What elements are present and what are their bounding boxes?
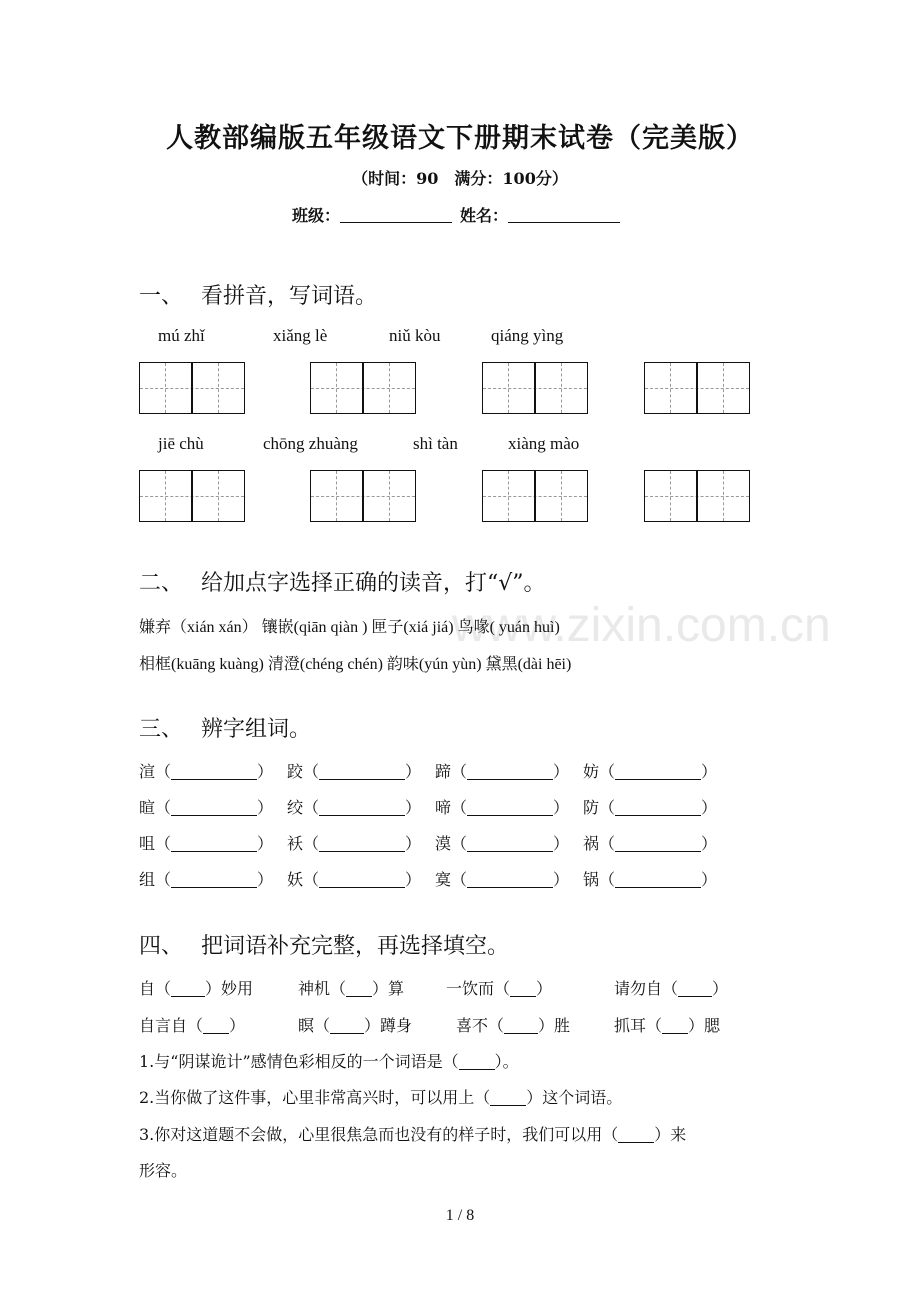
- idiom-blank[interactable]: [203, 1017, 229, 1034]
- idiom-prefix: 请勿自（: [614, 979, 679, 998]
- answer-blank[interactable]: [319, 835, 405, 852]
- word-group-row: [139, 867, 739, 889]
- answer-blank[interactable]: [615, 871, 701, 888]
- answer-blank[interactable]: [171, 763, 257, 780]
- section-4-number: 四、: [139, 934, 184, 959]
- pinyin-8: xiàng mào: [508, 434, 580, 453]
- section-4-heading: [139, 929, 509, 960]
- answer-blank[interactable]: [615, 763, 701, 780]
- class-name-line: [0, 203, 920, 226]
- answer-blank[interactable]: [467, 871, 553, 888]
- answer-blank[interactable]: [615, 799, 701, 816]
- name-label: 姓名：: [460, 206, 509, 225]
- idiom-item: [298, 1013, 412, 1036]
- section-2-number: 二、: [139, 571, 184, 596]
- section-2-heading: [139, 566, 546, 597]
- char: 妖: [287, 870, 304, 889]
- reading-choice-line-1: 嫌弃（xián xán） 镶嵌(qiān qiàn ) 匣子(xiá jiá) 鸟喙( yuán huì): [139, 619, 560, 636]
- paren: ）: [405, 798, 422, 817]
- pinyin-6: chōng zhuàng: [263, 434, 358, 453]
- paren: （: [599, 798, 616, 817]
- writing-grid[interactable]: [482, 362, 588, 414]
- answer-blank[interactable]: [171, 871, 257, 888]
- question-1: [139, 1049, 519, 1072]
- paren: （: [303, 798, 320, 817]
- page-number: 1 / 8: [445, 1207, 475, 1224]
- writing-grid[interactable]: [644, 362, 750, 414]
- idiom-prefix: 一饮而（: [446, 979, 511, 998]
- answer-blank[interactable]: [171, 799, 257, 816]
- idiom-suffix: ）算: [372, 979, 405, 998]
- idiom-blank[interactable]: [171, 980, 205, 997]
- idiom-prefix: 自言自（: [139, 1016, 204, 1035]
- paren: （: [599, 870, 616, 889]
- idiom-blank[interactable]: [510, 980, 536, 997]
- char: 防: [583, 798, 600, 817]
- char: 跤: [287, 762, 304, 781]
- writing-grid[interactable]: [310, 362, 416, 414]
- writing-grid[interactable]: [310, 470, 416, 522]
- question-1-end: ）。: [494, 1052, 519, 1071]
- paren: ）: [701, 762, 718, 781]
- question-3: [139, 1122, 686, 1145]
- paren: ）: [553, 762, 570, 781]
- page-title: 人教部编版五年级语文下册期末试卷（完美版）: [166, 123, 754, 154]
- paren: （: [303, 762, 320, 781]
- word-group-row: [139, 795, 739, 817]
- paren: ）: [701, 834, 718, 853]
- section-4-title: 把词语补充完整，再选择填空。: [201, 934, 510, 959]
- question-1-blank[interactable]: [459, 1053, 495, 1070]
- idiom-suffix: ）: [712, 979, 729, 998]
- idiom-prefix: 瞑（: [298, 1016, 331, 1035]
- word-group-row: [139, 759, 739, 781]
- paren: （: [451, 762, 468, 781]
- idiom-prefix: 神机（: [298, 979, 347, 998]
- writing-grid[interactable]: [139, 362, 245, 414]
- answer-blank[interactable]: [319, 799, 405, 816]
- idiom-prefix: 抓耳（: [614, 1016, 663, 1035]
- question-2-end: ）这个词语。: [526, 1088, 623, 1107]
- class-blank[interactable]: [340, 206, 452, 223]
- writing-grid[interactable]: [482, 470, 588, 522]
- writing-grid[interactable]: [139, 470, 245, 522]
- paren: （: [303, 870, 320, 889]
- section-3-heading: [139, 712, 311, 743]
- section-1-title: 看拼音，写词语。: [201, 284, 378, 309]
- idiom-blank[interactable]: [346, 980, 372, 997]
- idiom-blank[interactable]: [504, 1017, 538, 1034]
- paren: ）: [553, 798, 570, 817]
- pinyin-2: xiǎng lè: [273, 326, 328, 345]
- paren: ）: [257, 834, 274, 853]
- char: 锅: [583, 870, 600, 889]
- idiom-suffix: ）: [536, 979, 553, 998]
- answer-blank[interactable]: [467, 835, 553, 852]
- paren: （: [599, 762, 616, 781]
- question-3-end: ）来: [654, 1125, 687, 1144]
- section-2-title: 给加点字选择正确的读音，打“√”。: [201, 571, 546, 596]
- word-group-row: [139, 831, 739, 853]
- answer-blank[interactable]: [319, 871, 405, 888]
- idiom-blank[interactable]: [678, 980, 712, 997]
- section-3-title: 辨字组词。: [201, 717, 312, 742]
- name-blank[interactable]: [508, 206, 620, 223]
- answer-blank[interactable]: [171, 835, 257, 852]
- paren: ）: [701, 798, 718, 817]
- paren: （: [451, 798, 468, 817]
- question-3-blank[interactable]: [618, 1126, 654, 1143]
- paren: ）: [257, 870, 274, 889]
- paren: ）: [405, 870, 422, 889]
- answer-blank[interactable]: [319, 763, 405, 780]
- idiom-item: [298, 976, 404, 999]
- idiom-item: [614, 976, 728, 999]
- char: 蹄: [435, 762, 452, 781]
- char: 漠: [435, 834, 452, 853]
- char: 组: [139, 870, 156, 889]
- idiom-suffix: ）妙用: [205, 979, 254, 998]
- paren: （: [303, 834, 320, 853]
- char: 啼: [435, 798, 452, 817]
- paren: ）: [553, 870, 570, 889]
- idiom-prefix: 喜不（: [456, 1016, 505, 1035]
- paren: （: [155, 798, 172, 817]
- question-2-text: 2.当你做了这件事，心里非常高兴时，可以用上（: [139, 1088, 491, 1107]
- section-1-heading: [139, 279, 377, 310]
- section-1-number: 一、: [139, 284, 184, 309]
- char: 绞: [287, 798, 304, 817]
- watermark: www.zixin.com.cn: [452, 599, 831, 652]
- writing-grid[interactable]: [644, 470, 750, 522]
- char: 暄: [139, 798, 156, 817]
- idiom-item: [139, 976, 253, 999]
- question-3-text: 3.你对这道题不会做，心里很焦急而也没有的样子时，我们可以用（: [139, 1125, 619, 1144]
- char: 咀: [139, 834, 156, 853]
- idiom-item: [446, 976, 552, 999]
- paren: ）: [701, 870, 718, 889]
- reading-choice-line-2: 相框(kuāng kuàng) 清澄(chéng chén) 韵味(yún yùn) 黛黑(dài hēi): [139, 656, 572, 673]
- idiom-suffix: ）胜: [538, 1016, 571, 1035]
- idiom-item: [614, 1013, 720, 1036]
- paren: （: [599, 834, 616, 853]
- idiom-suffix: ）腮: [688, 1016, 721, 1035]
- idiom-suffix: ）蹲身: [364, 1016, 413, 1035]
- char: 妨: [583, 762, 600, 781]
- idiom-item: [456, 1013, 570, 1036]
- answer-blank[interactable]: [615, 835, 701, 852]
- question-2: [139, 1085, 622, 1108]
- answer-blank[interactable]: [467, 799, 553, 816]
- idiom-prefix: 自（: [139, 979, 172, 998]
- paren: （: [155, 870, 172, 889]
- char: 渲: [139, 762, 156, 781]
- question-3-continued: 形容。: [139, 1161, 188, 1180]
- char: 袄: [287, 834, 304, 853]
- class-label: 班级：: [291, 206, 340, 225]
- question-1-text: 1.与“阴谋诡计”感情色彩相反的一个词语是（: [139, 1052, 459, 1071]
- pinyin-1: mú zhǐ: [158, 326, 205, 345]
- pinyin-3: niǔ kòu: [389, 326, 441, 345]
- paren: （: [451, 834, 468, 853]
- idiom-blank[interactable]: [662, 1017, 688, 1034]
- char: 寞: [435, 870, 452, 889]
- char: 祸: [583, 834, 600, 853]
- pinyin-4: qiáng yìng: [491, 326, 564, 345]
- paren: （: [155, 834, 172, 853]
- idiom-blank[interactable]: [330, 1017, 364, 1034]
- idiom-suffix: ）: [229, 1016, 246, 1035]
- paren: （: [451, 870, 468, 889]
- idiom-item: [139, 1013, 245, 1036]
- paren: ）: [405, 834, 422, 853]
- exam-time-score: （时间：90 满分：100分）: [352, 169, 568, 188]
- pinyin-5: jiē chù: [158, 434, 204, 453]
- paren: ）: [257, 762, 274, 781]
- section-3-number: 三、: [139, 717, 184, 742]
- paren: ）: [553, 834, 570, 853]
- paren: （: [155, 762, 172, 781]
- answer-blank[interactable]: [467, 763, 553, 780]
- paren: ）: [257, 798, 274, 817]
- pinyin-7: shì tàn: [413, 434, 458, 453]
- paren: ）: [405, 762, 422, 781]
- question-2-blank[interactable]: [490, 1089, 526, 1106]
